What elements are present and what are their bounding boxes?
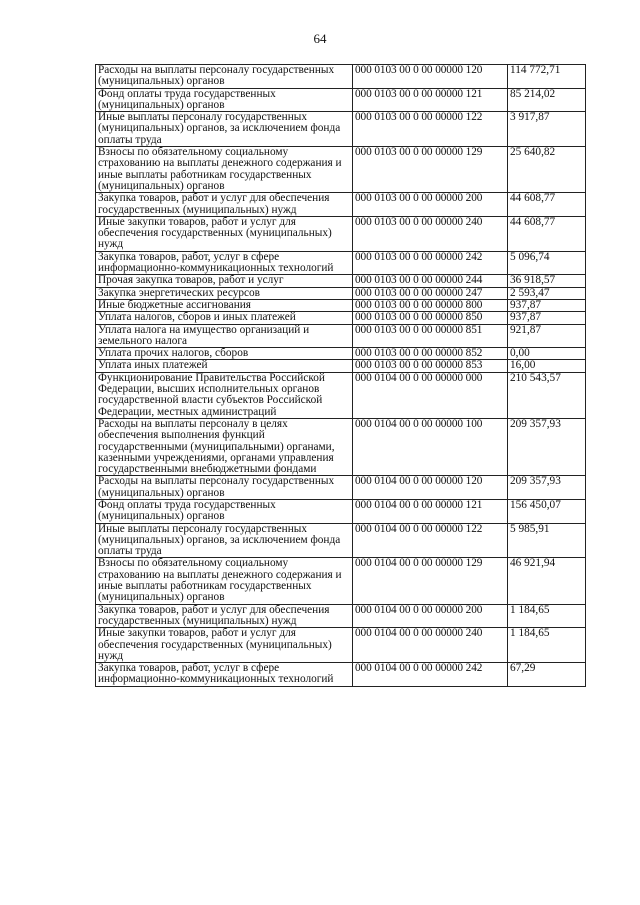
amount-cell: 0,00 <box>508 348 586 360</box>
table-row <box>96 418 586 475</box>
budget-code-cell: 000 0104 00 0 00 00000 129 <box>353 558 508 604</box>
table-row <box>96 499 586 523</box>
budget-code-cell: 000 0103 00 0 00 00000 122 <box>353 112 508 147</box>
expense-name-cell: Закупка товаров, работ и услуг для обеспечения государственных (муниципальных) нужд <box>96 193 353 217</box>
table-row <box>96 476 586 500</box>
amount-cell: 44 608,77 <box>508 193 586 217</box>
table-row <box>96 523 586 558</box>
budget-code-cell: 000 0103 00 0 00 00000 200 <box>353 193 508 217</box>
budget-code-cell: 000 0104 00 0 00 00000 120 <box>353 476 508 500</box>
expense-name-cell: Расходы на выплаты персоналу государственных (муниципальных) органов <box>96 476 353 500</box>
expense-name-cell: Взносы по обязательному социальному страхованию на выплаты денежного содержания и иные выплаты работникам государственных (муниципальных) органов <box>96 558 353 604</box>
budget-table-body <box>96 65 586 687</box>
expense-name-cell: Прочая закупка товаров, работ и услуг <box>96 275 353 287</box>
table-row <box>96 604 586 628</box>
amount-cell: 937,87 <box>508 312 586 324</box>
table-row <box>96 65 586 89</box>
amount-cell: 5 985,91 <box>508 523 586 558</box>
budget-code-cell: 000 0103 00 0 00 00000 853 <box>353 360 508 372</box>
amount-cell: 67,29 <box>508 663 586 687</box>
expense-name-cell: Расходы на выплаты персоналу в целях обеспечения выполнения функций государственными (муниципальными) органами, казенными учреждениями, органами управления государственными внебюджетными фондами <box>96 418 353 475</box>
table-row <box>96 147 586 193</box>
amount-cell: 44 608,77 <box>508 216 586 251</box>
budget-code-cell: 000 0103 00 0 00 00000 850 <box>353 312 508 324</box>
table-row <box>96 251 586 275</box>
amount-cell: 1 184,65 <box>508 628 586 663</box>
budget-code-cell: 000 0104 00 0 00 00000 000 <box>353 372 508 418</box>
budget-code-cell: 000 0104 00 0 00 00000 121 <box>353 499 508 523</box>
amount-cell: 209 357,93 <box>508 476 586 500</box>
budget-code-cell: 000 0103 00 0 00 00000 120 <box>353 65 508 89</box>
amount-cell: 16,00 <box>508 360 586 372</box>
budget-code-cell: 000 0103 00 0 00 00000 240 <box>353 216 508 251</box>
budget-code-cell: 000 0104 00 0 00 00000 240 <box>353 628 508 663</box>
table-row <box>96 360 586 372</box>
expense-name-cell: Закупка товаров, работ, услуг в сфере информационно-коммуникационных технологий <box>96 663 353 687</box>
expense-name-cell: Уплата прочих налогов, сборов <box>96 348 353 360</box>
expense-name-cell: Уплата иных платежей <box>96 360 353 372</box>
expense-name-cell: Иные выплаты персоналу государственных (муниципальных) органов, за исключением фонда оплаты труда <box>96 112 353 147</box>
table-row <box>96 324 586 348</box>
budget-code-cell: 000 0104 00 0 00 00000 122 <box>353 523 508 558</box>
expense-name-cell: Закупка энергетических ресурсов <box>96 287 353 299</box>
expense-name-cell: Функционирование Правительства Российской Федерации, высших исполнительных органов государственной власти субъектов Российской Федерации, местных администраций <box>96 372 353 418</box>
table-row <box>96 312 586 324</box>
expense-name-cell: Закупка товаров, работ, услуг в сфере информационно-коммуникационных технологий <box>96 251 353 275</box>
amount-cell: 209 357,93 <box>508 418 586 475</box>
table-row <box>96 193 586 217</box>
amount-cell: 85 214,02 <box>508 88 586 112</box>
amount-cell: 937,87 <box>508 299 586 311</box>
budget-code-cell: 000 0103 00 0 00 00000 121 <box>353 88 508 112</box>
expense-name-cell: Закупка товаров, работ и услуг для обеспечения государственных (муниципальных) нужд <box>96 604 353 628</box>
budget-code-cell: 000 0103 00 0 00 00000 129 <box>353 147 508 193</box>
table-row <box>96 372 586 418</box>
budget-code-cell: 000 0103 00 0 00 00000 244 <box>353 275 508 287</box>
budget-code-cell: 000 0103 00 0 00 00000 851 <box>353 324 508 348</box>
table-row <box>96 628 586 663</box>
amount-cell: 5 096,74 <box>508 251 586 275</box>
table-row <box>96 558 586 604</box>
amount-cell: 210 543,57 <box>508 372 586 418</box>
table-row <box>96 112 586 147</box>
page-number: 64 <box>313 31 327 46</box>
table-row <box>96 88 586 112</box>
budget-code-cell: 000 0104 00 0 00 00000 100 <box>353 418 508 475</box>
amount-cell: 2 593,47 <box>508 287 586 299</box>
table-row <box>96 299 586 311</box>
expense-name-cell: Иные закупки товаров, работ и услуг для обеспечения государственных (муниципальных) нужд <box>96 628 353 663</box>
expense-name-cell: Взносы по обязательному социальному страхованию на выплаты денежного содержания и иные выплаты работникам государственных (муниципальных) органов <box>96 147 353 193</box>
expense-name-cell: Уплата налогов, сборов и иных платежей <box>96 312 353 324</box>
amount-cell: 1 184,65 <box>508 604 586 628</box>
expense-name-cell: Фонд оплаты труда государственных (муниципальных) органов <box>96 499 353 523</box>
amount-cell: 46 921,94 <box>508 558 586 604</box>
budget-table <box>95 64 586 687</box>
amount-cell: 921,87 <box>508 324 586 348</box>
table-row <box>96 216 586 251</box>
budget-code-cell: 000 0103 00 0 00 00000 247 <box>353 287 508 299</box>
budget-code-cell: 000 0104 00 0 00 00000 242 <box>353 663 508 687</box>
expense-name-cell: Иные закупки товаров, работ и услуг для обеспечения государственных (муниципальных) нужд <box>96 216 353 251</box>
budget-code-cell: 000 0103 00 0 00 00000 242 <box>353 251 508 275</box>
table-row <box>96 287 586 299</box>
expense-name-cell: Иные выплаты персоналу государственных (муниципальных) органов, за исключением фонда оплаты труда <box>96 523 353 558</box>
budget-code-cell: 000 0103 00 0 00 00000 800 <box>353 299 508 311</box>
amount-cell: 3 917,87 <box>508 112 586 147</box>
expense-name-cell: Фонд оплаты труда государственных (муниципальных) органов <box>96 88 353 112</box>
amount-cell: 114 772,71 <box>508 65 586 89</box>
table-row <box>96 663 586 687</box>
expense-name-cell: Уплата налога на имущество организаций и земельного налога <box>96 324 353 348</box>
expense-name-cell: Иные бюджетные ассигнования <box>96 299 353 311</box>
budget-code-cell: 000 0103 00 0 00 00000 852 <box>353 348 508 360</box>
amount-cell: 25 640,82 <box>508 147 586 193</box>
amount-cell: 36 918,57 <box>508 275 586 287</box>
amount-cell: 156 450,07 <box>508 499 586 523</box>
expense-name-cell: Расходы на выплаты персоналу государственных (муниципальных) органов <box>96 65 353 89</box>
budget-code-cell: 000 0104 00 0 00 00000 200 <box>353 604 508 628</box>
table-row <box>96 275 586 287</box>
table-row <box>96 348 586 360</box>
